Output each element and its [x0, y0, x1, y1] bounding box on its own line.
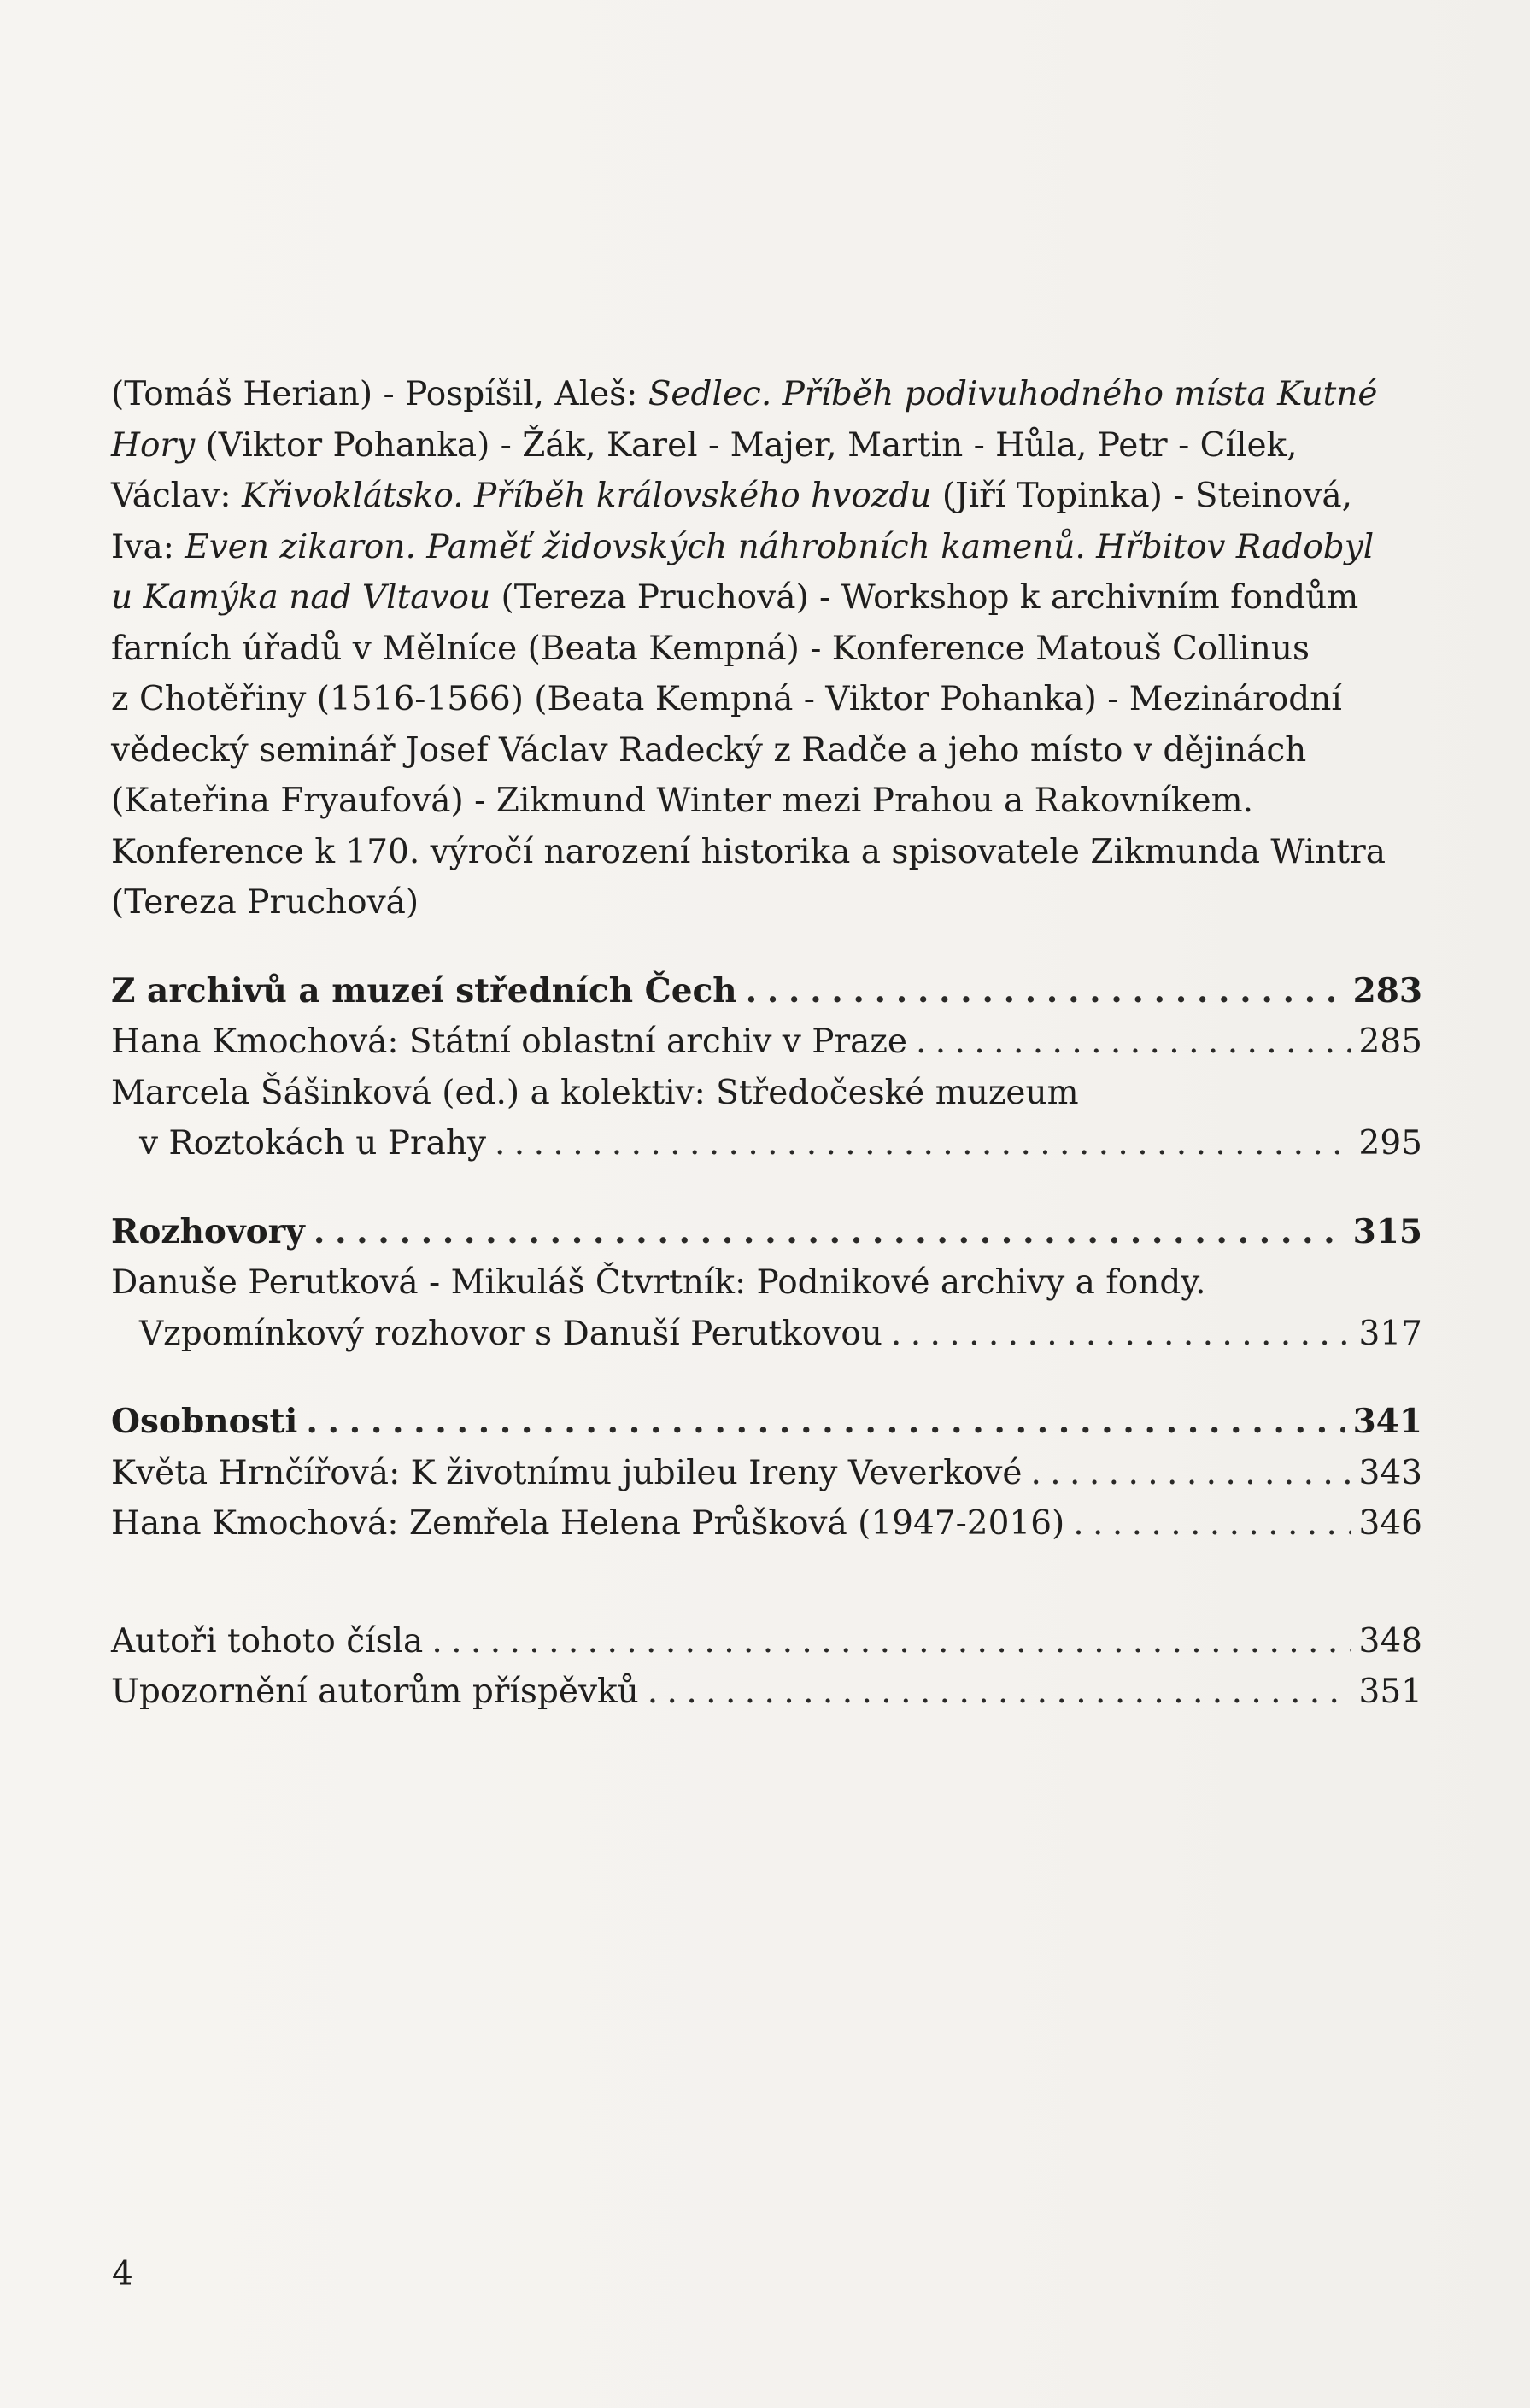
entry-title: Upozornění autorům příspěvků: [111, 1673, 639, 1711]
toc-entry: [111, 1498, 1422, 1550]
intro-line-3: [111, 471, 1422, 522]
intro-line-5: [111, 572, 1422, 624]
entry-title: Květa Hrnčířová: K životnímu jubileu Ireny Veverkové: [111, 1453, 1023, 1492]
intro-text: (Tereza Pruchová) - Workshop k archivním fondům: [490, 578, 1359, 617]
toc-section-persons: [111, 1397, 1422, 1550]
leader-dots: [431, 1616, 1350, 1667]
intro-line-10: Konference k 170. výročí narození historika a spisovatele Zikmunda Wintra: [111, 832, 1386, 871]
toc-entry: [111, 1118, 1422, 1169]
section-title: Osobnosti: [111, 1402, 298, 1441]
intro-italic: Even zikaron. Paměť židovských náhrobních kamenů. Hřbitov Radobyl: [185, 527, 1375, 566]
section-title: Z archivů a muzeí středních Čech: [111, 970, 737, 1011]
intro-italic: Hory: [111, 425, 196, 465]
intro-line-8: vědecký seminář Josef Václav Radecký z Radče a jeho místo v dějinách: [111, 730, 1307, 770]
page-number: 346: [1358, 1504, 1422, 1543]
intro-line-9: (Kateřina Fryaufová) - Zikmund Winter mezi Prahou a Rakovníkem.: [111, 782, 1254, 820]
toc-heading: [111, 966, 1422, 1017]
leader-dots: [306, 1397, 1344, 1448]
intro-italic: u Kamýka nad Vltavou: [111, 578, 491, 617]
toc-heading: [111, 1207, 1422, 1258]
toc-heading: [111, 1397, 1422, 1448]
intro-text: Iva:: [111, 527, 185, 566]
entry-title-line: Danuše Perutková - Mikuláš Čtvrtník: Podnikové archivy a fondy.: [111, 1263, 1206, 1302]
leader-dots: [314, 1207, 1345, 1258]
toc-section-misc: [111, 1616, 1422, 1718]
intro-italic: Sedlec. Příběh podivuhodného místa Kutné: [648, 375, 1378, 413]
toc-entry: [111, 1017, 1422, 1068]
leader-dots: [648, 1667, 1351, 1718]
leader-dots: [1073, 1498, 1350, 1550]
page-number: 317: [1358, 1314, 1422, 1353]
entry-title-line: Marcela Šášinková (ed.) a kolektiv: Středočeské muzeum: [111, 1073, 1079, 1112]
intro-line-7: z Chotěřiny (1516-1566) (Beata Kempná - Viktor Pohanka) - Mezinárodní: [111, 680, 1342, 718]
page-number: 283: [1352, 970, 1422, 1011]
intro-text: (Viktor Pohanka) - Žák, Karel - Majer, Martin - Hůla, Petr - Cílek,: [195, 425, 1298, 465]
toc-section-interviews: [111, 1207, 1422, 1360]
page-number: 343: [1358, 1453, 1422, 1492]
entry-title: Hana Kmochová: Státní oblastní archiv v Praze: [111, 1022, 907, 1061]
intro-text: (Tomáš Herian) - Pospíšil, Aleš:: [111, 375, 648, 413]
intro-line-1: [111, 369, 1422, 420]
page-number: 315: [1352, 1211, 1422, 1251]
toc-entry: [111, 1448, 1422, 1499]
leader-dots: [495, 1118, 1351, 1169]
toc-entry: [111, 1667, 1422, 1718]
page-number: 341: [1352, 1402, 1422, 1441]
entry-title: Vzpomínkový rozhovor s Danuší Perutkovou: [139, 1314, 882, 1353]
intro-line-4: [111, 522, 1422, 573]
toc-continued-paragraph: [111, 369, 1422, 929]
toc-section-archives: [111, 966, 1422, 1169]
intro-text: (Jiří Topinka) - Steinová,: [931, 477, 1352, 515]
page-number: 295: [1358, 1124, 1422, 1163]
toc-entry: [111, 1309, 1422, 1360]
leader-dots: [891, 1309, 1351, 1360]
page-number: 348: [1358, 1621, 1422, 1661]
intro-line-11: (Tereza Pruchová): [111, 883, 419, 922]
intro-text: Václav:: [111, 477, 242, 515]
toc-entry: [111, 1616, 1422, 1667]
page-number: 285: [1358, 1022, 1422, 1061]
intro-line-6: farních úřadů v Mělníce (Beata Kempná) - Konference Matouš Collinus: [111, 629, 1310, 668]
leader-dots: [746, 966, 1345, 1017]
intro-line-2: [111, 420, 1422, 472]
page-folio-number: 4: [112, 2255, 133, 2294]
section-title: Rozhovory: [111, 1211, 305, 1251]
table-of-contents: [111, 369, 1422, 1718]
leader-dots: [916, 1017, 1351, 1068]
entry-title: Autoři tohoto čísla: [111, 1621, 424, 1661]
page-number: 351: [1358, 1673, 1422, 1711]
entry-title: v Roztokách u Prahy: [139, 1124, 487, 1163]
leader-dots: [1030, 1448, 1350, 1499]
intro-italic: Křivoklátsko. Příběh královského hvozdu: [241, 477, 932, 515]
entry-title: Hana Kmochová: Zemřela Helena Průšková (1947-2016): [111, 1504, 1065, 1543]
